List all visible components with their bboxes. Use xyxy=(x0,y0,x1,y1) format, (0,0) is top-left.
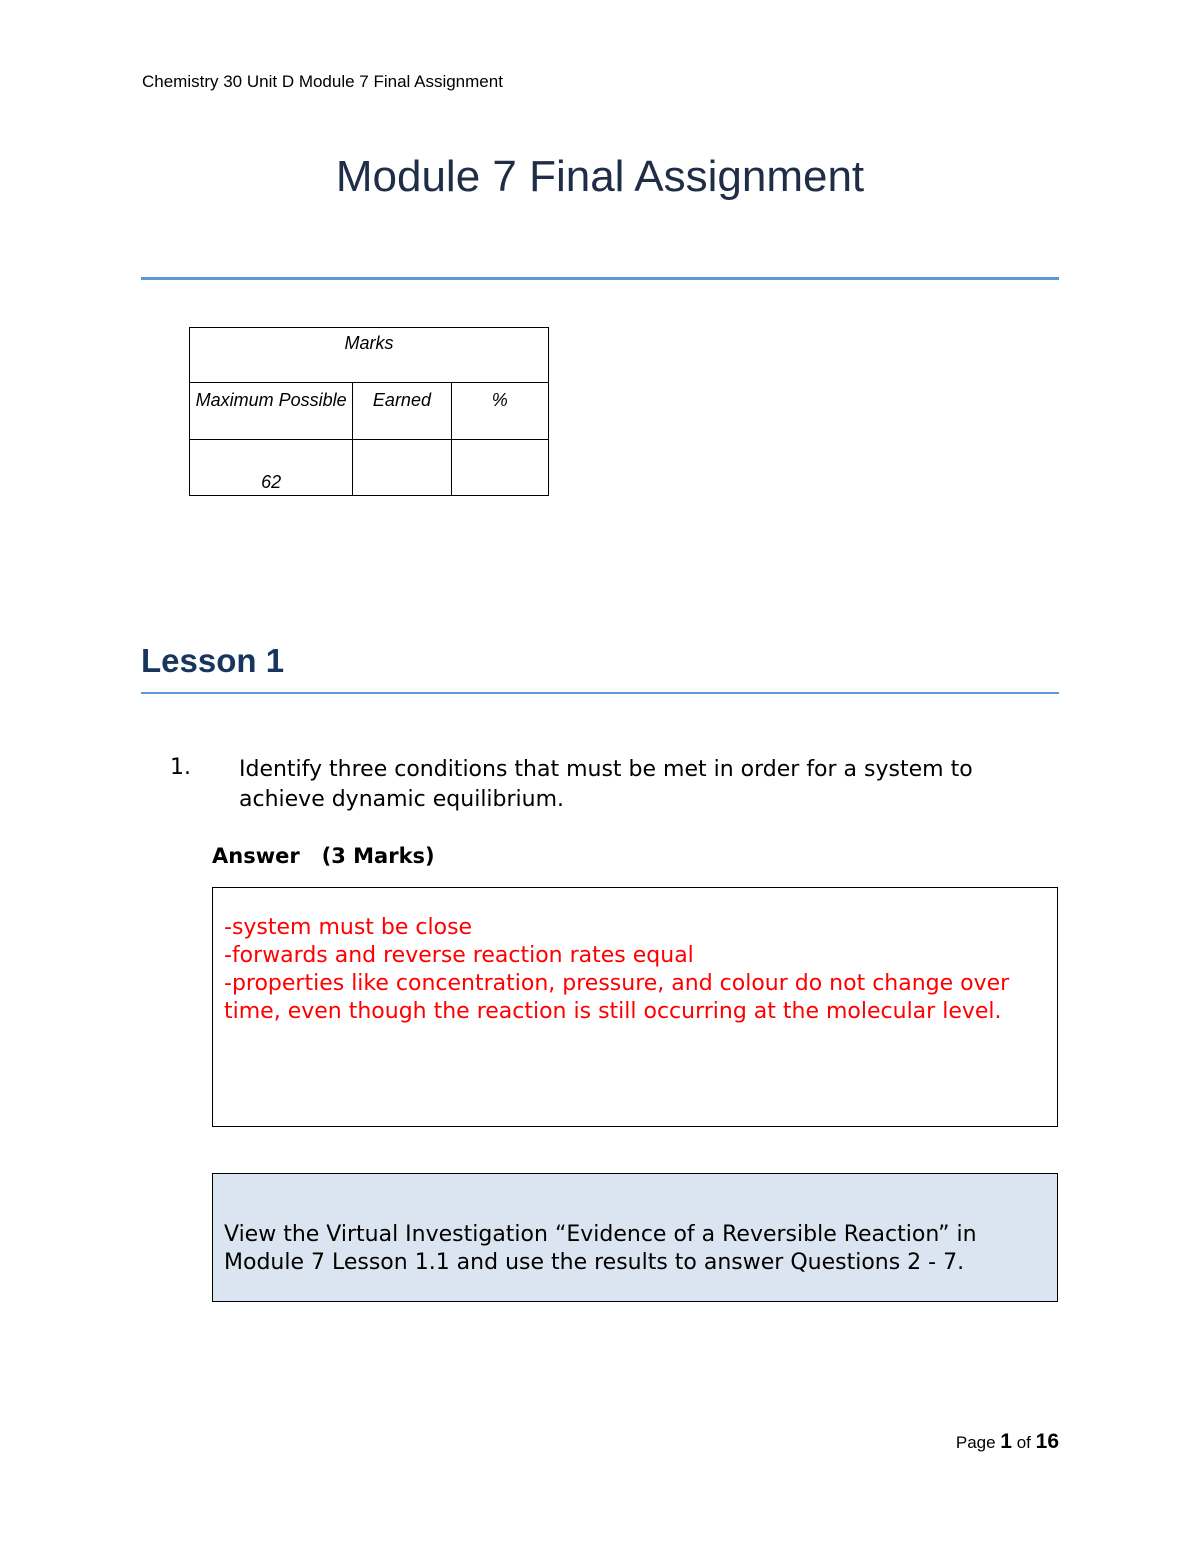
page-footer xyxy=(956,1430,1059,1454)
column-header-maximum: Maximum Possible xyxy=(190,383,353,440)
answer-label: Answer (3 Marks) xyxy=(212,844,435,868)
answer-text[interactable] xyxy=(224,914,1054,1026)
question-number: 1. xyxy=(170,755,191,780)
document-title: Module 7 Final Assignment xyxy=(335,152,865,201)
column-header-percent: % xyxy=(451,383,548,440)
column-header-earned: Earned xyxy=(353,383,451,440)
info-box-text: View the Virtual Investigation “Evidence of a Reversible Reaction” in Module 7 Lesson 1.1 and use the results to answer Questions 2 - 7. xyxy=(224,1222,977,1275)
percent-value-cell[interactable] xyxy=(451,440,548,496)
lesson-heading: Lesson 1 xyxy=(141,642,285,679)
marks-caption: Marks xyxy=(190,328,549,383)
answer-line: -properties like concentration, pressure, and colour do not change over time, even though the reaction is still occurring at the molecular level. xyxy=(224,971,1010,1024)
answer-line: -forwards and reverse reaction rates equal xyxy=(224,943,694,968)
earned-value-cell[interactable] xyxy=(353,440,451,496)
lesson-divider xyxy=(141,692,1059,694)
question-text: Identify three conditions that must be met in order for a system to achieve dynamic equilibrium. xyxy=(239,757,973,812)
page-number: 1 xyxy=(1000,1430,1012,1453)
total-pages: 16 xyxy=(1035,1430,1059,1453)
maximum-value-cell: 62 xyxy=(190,440,353,496)
answer-line: -system must be close xyxy=(224,915,473,940)
running-header: Chemistry 30 Unit D Module 7 Final Assignment xyxy=(142,72,503,91)
of-label: of xyxy=(1016,1433,1031,1452)
marks-table xyxy=(189,327,549,496)
page-label: Page xyxy=(955,1433,996,1452)
title-divider xyxy=(141,277,1059,280)
